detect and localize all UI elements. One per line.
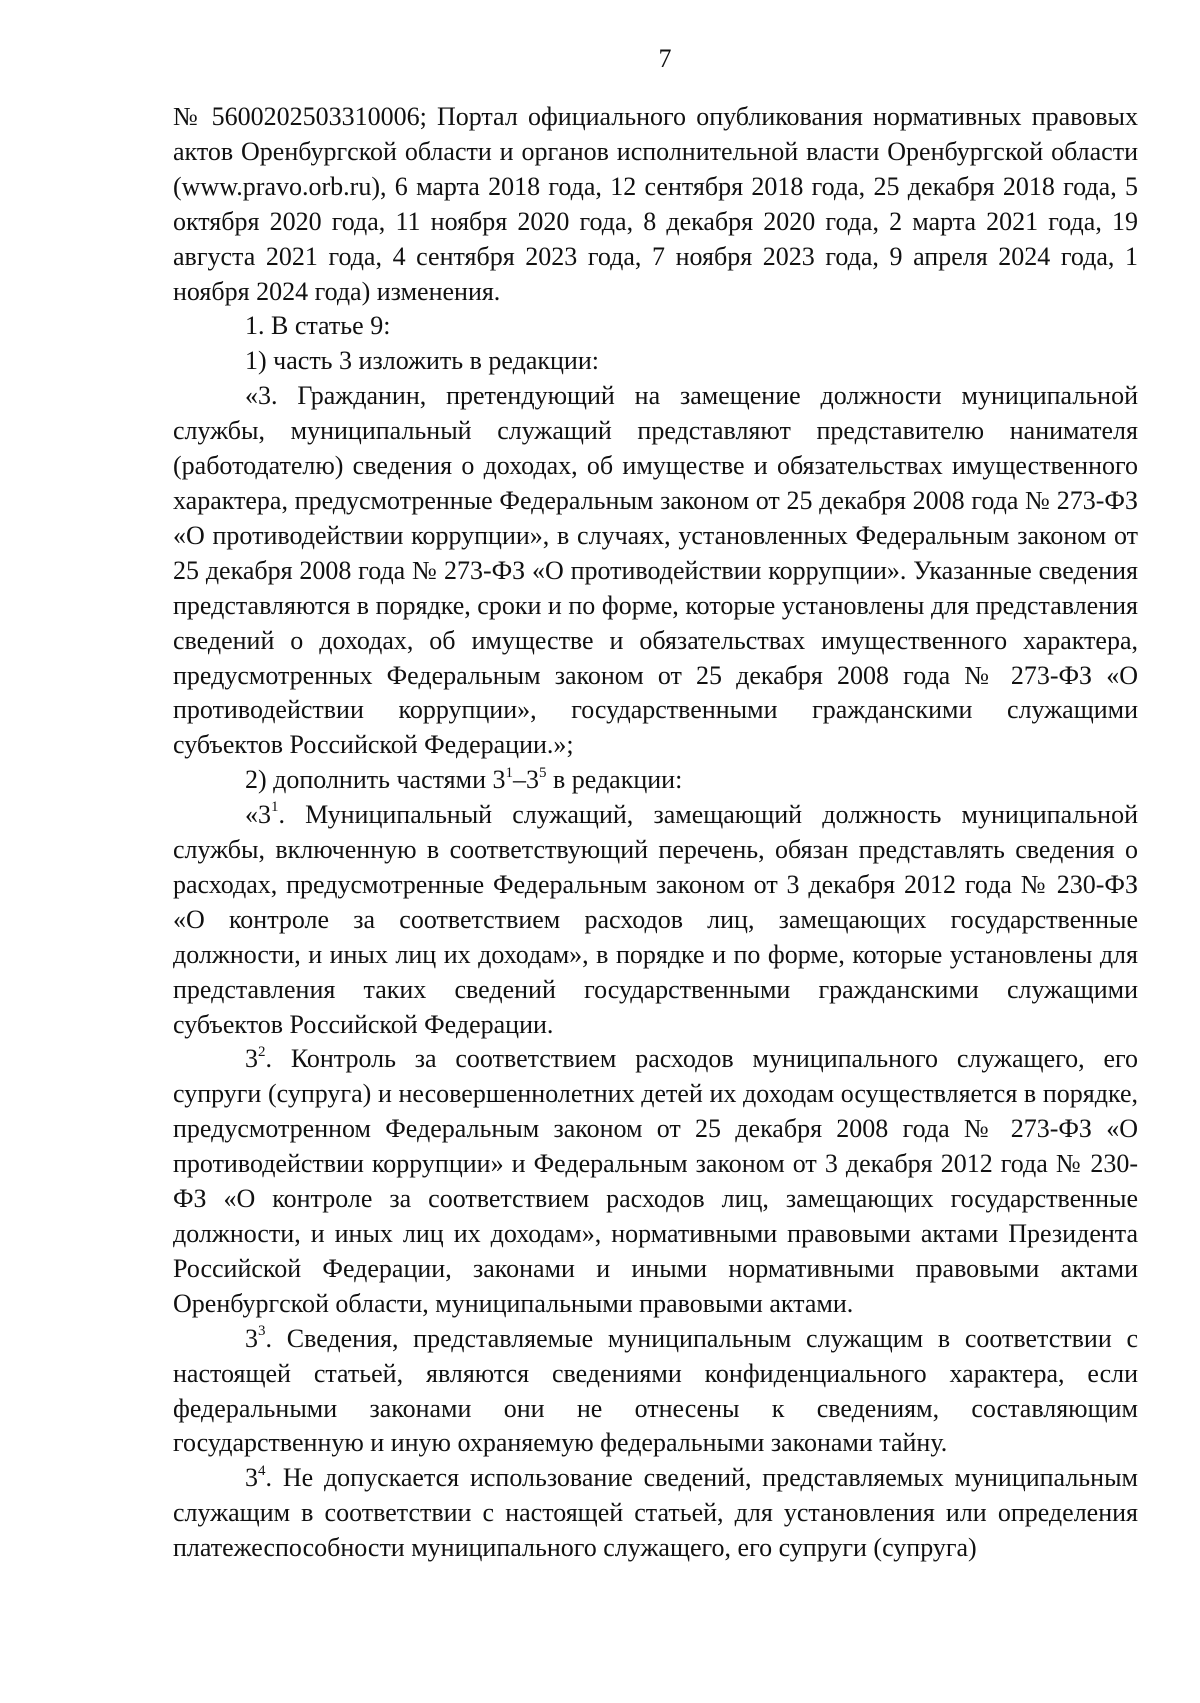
paragraph-text: 3 (245, 1463, 258, 1493)
paragraph (173, 1461, 1138, 1566)
paragraph (173, 1042, 1138, 1321)
page-number: 7 (658, 44, 672, 73)
paragraph-text: 1. В статье 9: (245, 311, 391, 341)
superscript-index: 3 (258, 1323, 266, 1340)
paragraph-text: 3 (245, 1323, 258, 1353)
paragraph (173, 379, 1138, 763)
superscript-index: 1 (505, 764, 513, 781)
paragraph (173, 309, 1138, 344)
paragraph (173, 344, 1138, 379)
paragraph (173, 763, 1138, 798)
paragraph-text: . Муниципальный служащий, замещающий должность муниципальной службы, включенную в соответствующий перечень, обязан представлять сведения о расходах, предусмотренные Федеральным законом от 3 декабря 2012 года № 230-ФЗ «О контроле за соответствием расходов лиц, замещающих государственные должности, и иных лиц их доходам», в порядке и по форме, которые установлены для представления таких сведений государственными гражданскими служащими субъектов Российской Федерации. (173, 800, 1138, 1039)
superscript-index: 4 (258, 1462, 266, 1479)
paragraph-text: 2) дополнить частями 3 (245, 765, 506, 795)
superscript-index: 2 (258, 1043, 266, 1060)
paragraph (173, 1322, 1138, 1462)
paragraph-text: –3 (512, 765, 539, 795)
paragraph-text: 1) часть 3 изложить в редакции: (245, 346, 599, 376)
superscript-index: 5 (538, 764, 547, 781)
superscript-index: 1 (271, 799, 279, 816)
paragraph-text: . Не допускается использование сведений, представляемых муниципальным служащим в соответствии с настоящей статьей, для установления или определения платежеспособности муниципального служащего, его супруги (супруга) (173, 1463, 1138, 1563)
paragraph-text: «3. Гражданин, претендующий на замещение должности муниципальной службы, муниципальный служащий представляют представителю нанимателя (работодателю) сведения о доходах, об имуществе и обязательствах имущественного характера, предусмотренные Федеральным законом от 25 декабря 2008 года № 273-ФЗ «О противодействии коррупции», в случаях, установленных Федеральным законом от 25 декабря 2008 года № 273-ФЗ «О противодействии коррупции». Указанные сведения представляются в порядке, сроки и по форме, которые установлены для представления сведений о доходах, об имуществе и обязательствах имущественного характера, предусмотренных Федеральным законом от 25 декабря 2008 года № 273-ФЗ «О противодействии коррупции», государственными гражданскими служащими субъектов Российской Федерации.»; (173, 381, 1138, 760)
paragraph-text: «3 (245, 800, 271, 830)
paragraph-text: . Сведения, представляемые муниципальным служащим в соответствии с настоящей статьей, являются сведениями конфиденциального характера, если федеральными законами они не отнесены к сведениям, составляющим государственную и иную охраняемую федеральными законами тайну. (173, 1323, 1138, 1458)
document-body (173, 100, 1138, 1566)
paragraph-text: в редакции: (546, 765, 683, 795)
paragraph (173, 798, 1138, 1042)
paragraph-text: 3 (245, 1044, 258, 1074)
paragraph-text: . Контроль за соответствием расходов муниципального служащего, его супруги (супруга) и несовершеннолетних детей их доходам осуществляется в порядке, предусмотренном Федеральным законом от 25 декабря 2008 года № 273-ФЗ «О противодействии коррупции» и Федеральным законом от 3 декабря 2012 года № 230-ФЗ «О контроле за соответствием расходов лиц, замещающих государственные должности, и иных лиц их доходам», нормативными правовыми актами Президента Российской Федерации, законами и иными нормативными правовыми актами Оренбургской области, муниципальными правовыми актами. (173, 1044, 1138, 1318)
paragraph-text: № 5600202503310006; Портал официального опубликования нормативных правовых актов Оренбургской области и органов исполнительной власти Оренбургской области (www.pravo.orb.ru), 6 марта 2018 года, 12 сентября 2018 года, 25 декабря 2018 года, 5 октября 2020 года, 11 ноября 2020 года, 8 декабря 2020 года, 2 марта 2021 года, 19 августа 2021 года, 4 сентября 2023 года, 7 ноября 2023 года, 9 апреля 2024 года, 1 ноября 2024 года) изменения. (173, 102, 1138, 306)
paragraph (173, 100, 1138, 309)
